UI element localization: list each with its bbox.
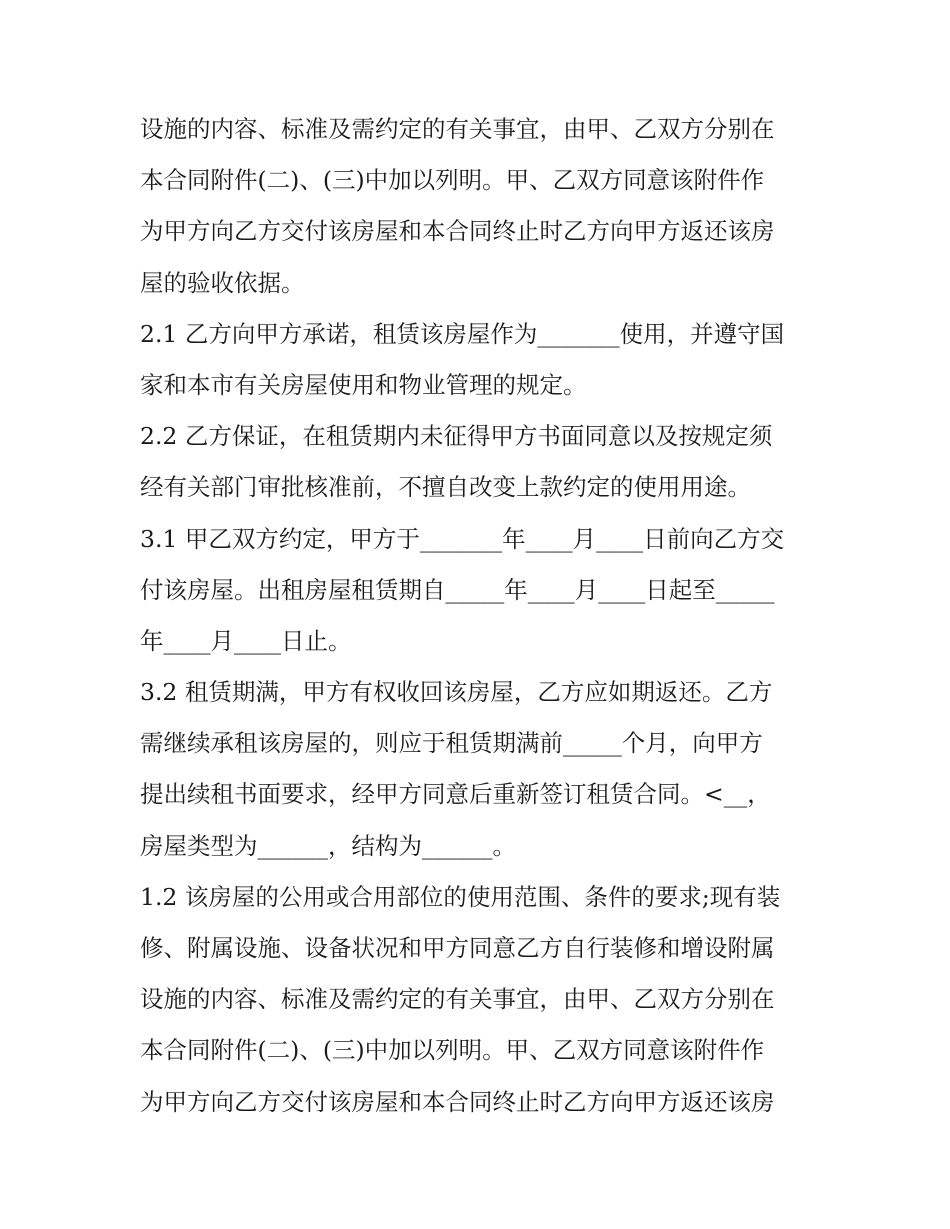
clause-2-2-line-1: 2.2 乙方保证，在租赁期内未征得甲方书面同意以及按规定须 — [140, 422, 773, 451]
clause-3-1-line-2: 付该房屋。出租房屋租赁期自_____年____月____日起至_____ — [140, 575, 775, 604]
clause-3-2-line-4: 房屋类型为______，结构为______。 — [140, 831, 516, 860]
clause-3-2-line-1: 3.2 租赁期满，甲方有权收回该房屋，乙方应如期返还。乙方 — [140, 678, 773, 707]
clause-1-2-line-1: 1.2 该房屋的公用或合用部位的使用范围、条件的要求;现有装 — [140, 882, 781, 911]
clause-2-1-line-1: 2.1 乙方向甲方承诺，租赁该房屋作为_______使用，并遵守国 — [140, 319, 785, 348]
clause-3-2-line-2: 需继续承租该房屋的，则应于租赁期满前_____个月，向甲方 — [140, 729, 763, 758]
text-line-2: 本合同附件(二)、(三)中加以列明。甲、乙双方同意该附件作 — [140, 166, 765, 195]
clause-3-2-line-3: 提出续租书面要求，经甲方同意后重新签订租赁合同。<__， — [140, 780, 771, 809]
clause-1-2-line-2: 修、附属设施、设备状况和甲方同意乙方自行装修和增设附属 — [140, 934, 775, 962]
clause-2-2-line-2: 经有关部门审批核准前，不擅自改变上款约定的使用用途。 — [140, 473, 751, 502]
text-line-3: 为甲方向乙方交付该房屋和本合同终止时乙方向甲方返还该房 — [140, 217, 775, 246]
text-line-4: 屋的验收依据。 — [140, 268, 305, 297]
clause-1-2-line-4: 本合同附件(二)、(三)中加以列明。甲、乙双方同意该附件作 — [140, 1036, 765, 1065]
clause-1-2-line-5: 为甲方向乙方交付该房屋和本合同终止时乙方向甲方返还该房 — [140, 1087, 775, 1116]
clause-3-1-line-3: 年____月____日止。 — [140, 626, 352, 655]
contract-text — [140, 104, 820, 1128]
text-line-1: 设施的内容、标准及需约定的有关事宜，由甲、乙双方分别在 — [140, 115, 775, 143]
clause-3-1-line-1: 3.1 甲乙双方约定，甲方于_______年____月____日前向乙方交 — [140, 524, 785, 553]
clause-1-2-line-3: 设施的内容、标准及需约定的有关事宜，由甲、乙双方分别在 — [140, 985, 775, 1014]
clause-2-1-line-2: 家和本市有关房屋使用和物业管理的规定。 — [140, 370, 587, 399]
